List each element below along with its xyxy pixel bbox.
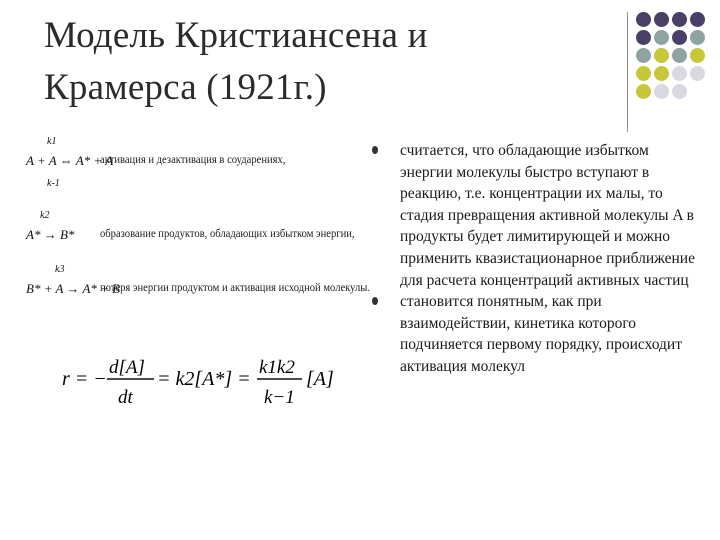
bullet-marker bbox=[372, 297, 378, 305]
reaction-2-equation: A* → B* bbox=[26, 227, 75, 242]
decor-dot bbox=[654, 84, 669, 99]
bullet-text-2: становится понятным, как при взаимодействии, кинетика которого подчиняется первому порядку, происходит активация молекул bbox=[400, 293, 683, 375]
reaction-1-equation: A + A ⇔ A* + A bbox=[26, 153, 114, 168]
rate-mid: = k2[A*] = bbox=[157, 368, 251, 390]
decor-dot bbox=[672, 12, 687, 27]
reaction-3-equation: B* + A → A* + B bbox=[26, 281, 121, 296]
decor-dot bbox=[636, 66, 651, 81]
decor-dot bbox=[690, 66, 705, 81]
reaction-1-description: активация и дезактивация в соударениях, bbox=[100, 154, 286, 166]
decor-dot bbox=[654, 48, 669, 63]
decor-dot bbox=[654, 12, 669, 27]
decor-dot bbox=[636, 84, 651, 99]
decor-dot bbox=[672, 48, 687, 63]
rate-frac-den: k−1 bbox=[264, 387, 295, 408]
bullet-item-1 bbox=[368, 140, 698, 291]
reaction-1-k-top: k1 bbox=[47, 136, 57, 147]
decor-dot bbox=[690, 48, 705, 63]
decor-dot bbox=[636, 12, 651, 27]
decor-dot bbox=[636, 30, 651, 45]
title-line-1: Модель Кристиансена и bbox=[44, 15, 428, 56]
rate-frac-num: k1k2 bbox=[259, 357, 295, 378]
rate-numerator: d[A] bbox=[109, 357, 145, 378]
slide-title bbox=[44, 10, 604, 114]
bullet-text-1: считается, что обладающие избытком энергии молекулы быстро вступают в реакцию, т.е. концентрации их малы, то стадия превращения активной молекулы A в продукты будет лимитирующей и можно применить квазистационарное приближение для расчета концентраций активных частиц bbox=[400, 142, 695, 289]
rate-equation bbox=[62, 345, 352, 421]
decor-dot bbox=[672, 66, 687, 81]
reaction-1-k-bottom: k-1 bbox=[47, 178, 60, 189]
bullet-item-2 bbox=[368, 291, 698, 377]
rate-denominator: dt bbox=[118, 387, 133, 408]
bullet-list bbox=[368, 140, 698, 378]
decor-divider bbox=[627, 12, 628, 132]
bullet-marker bbox=[372, 146, 378, 154]
rate-rhs: [A] bbox=[306, 368, 334, 390]
decor-dot bbox=[654, 30, 669, 45]
decor-dot bbox=[654, 66, 669, 81]
reaction-3-description: потеря энергии продуктом и активация исходной молекулы. bbox=[100, 282, 371, 294]
title-line-2: Крамерса (1921г.) bbox=[44, 67, 327, 108]
decor-dot bbox=[690, 12, 705, 27]
decor-dot bbox=[672, 84, 687, 99]
decor-dot bbox=[636, 48, 651, 63]
rate-equation-svg bbox=[62, 345, 352, 415]
reaction-2-description: образование продуктов, обладающих избытком энергии, bbox=[100, 228, 355, 240]
reaction-2-k-top: k2 bbox=[40, 210, 50, 221]
reaction-3-k-top: k3 bbox=[55, 264, 65, 275]
decor-dot bbox=[672, 30, 687, 45]
rate-lhs: r = − bbox=[62, 368, 107, 390]
decor-dot bbox=[690, 30, 705, 45]
